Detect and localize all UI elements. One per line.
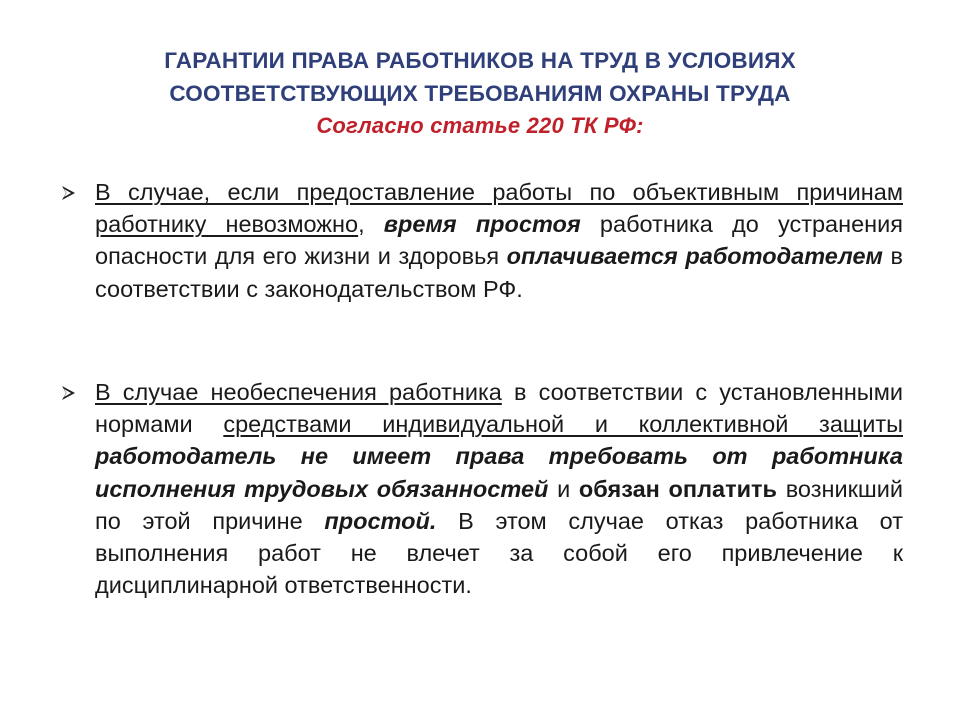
body-text: В этом случае отказ работника от выполнения работ не влечет за собой его привлечение к дисциплинарной ответственности. xyxy=(95,507,903,599)
body-text: в соответствии с законодательством РФ. xyxy=(95,243,903,302)
bullet-text-1 xyxy=(95,176,903,305)
body-text: работника до устранения опасности для его жизни и здоровья xyxy=(95,211,903,270)
body-text: возникший по этой причине xyxy=(95,475,903,534)
bold-text: обязан оплатить xyxy=(578,475,777,502)
page-subtitle: Согласно статье 220 ТК РФ: xyxy=(316,113,644,138)
arrow-bullet-icon xyxy=(60,184,80,204)
body-text: и xyxy=(548,475,579,502)
underlined-text: средствами индивидуальной и коллективной защиты xyxy=(223,411,904,438)
page-title-line-2: СООТВЕТСТВУЮЩИХ ТРЕБОВАНИЯМ ОХРАНЫ ТРУДА xyxy=(169,81,791,106)
arrow-bullet-icon xyxy=(60,384,80,404)
emphasis-text: время простоя xyxy=(383,211,581,238)
title-block xyxy=(40,44,920,142)
underlined-text: В случае, если предоставление работы по объективным причинам работнику невозможно xyxy=(95,179,903,238)
body-text: , xyxy=(358,211,384,238)
emphasis-text: оплачивается работодателем xyxy=(506,243,883,270)
body-text: в соответствии с установленными нормами xyxy=(95,379,903,438)
emphasis-text: работодатель не имеет права требовать от работника исполнения трудовых обязанностей xyxy=(95,443,903,502)
underlined-text: В случае необеспечения работника xyxy=(95,379,502,405)
emphasis-text: простой. xyxy=(324,507,437,534)
page-title-line-1: ГАРАНТИИ ПРАВА РАБОТНИКОВ НА ТРУД В УСЛОВИЯХ xyxy=(164,48,796,73)
bullet-text-2 xyxy=(95,376,903,601)
